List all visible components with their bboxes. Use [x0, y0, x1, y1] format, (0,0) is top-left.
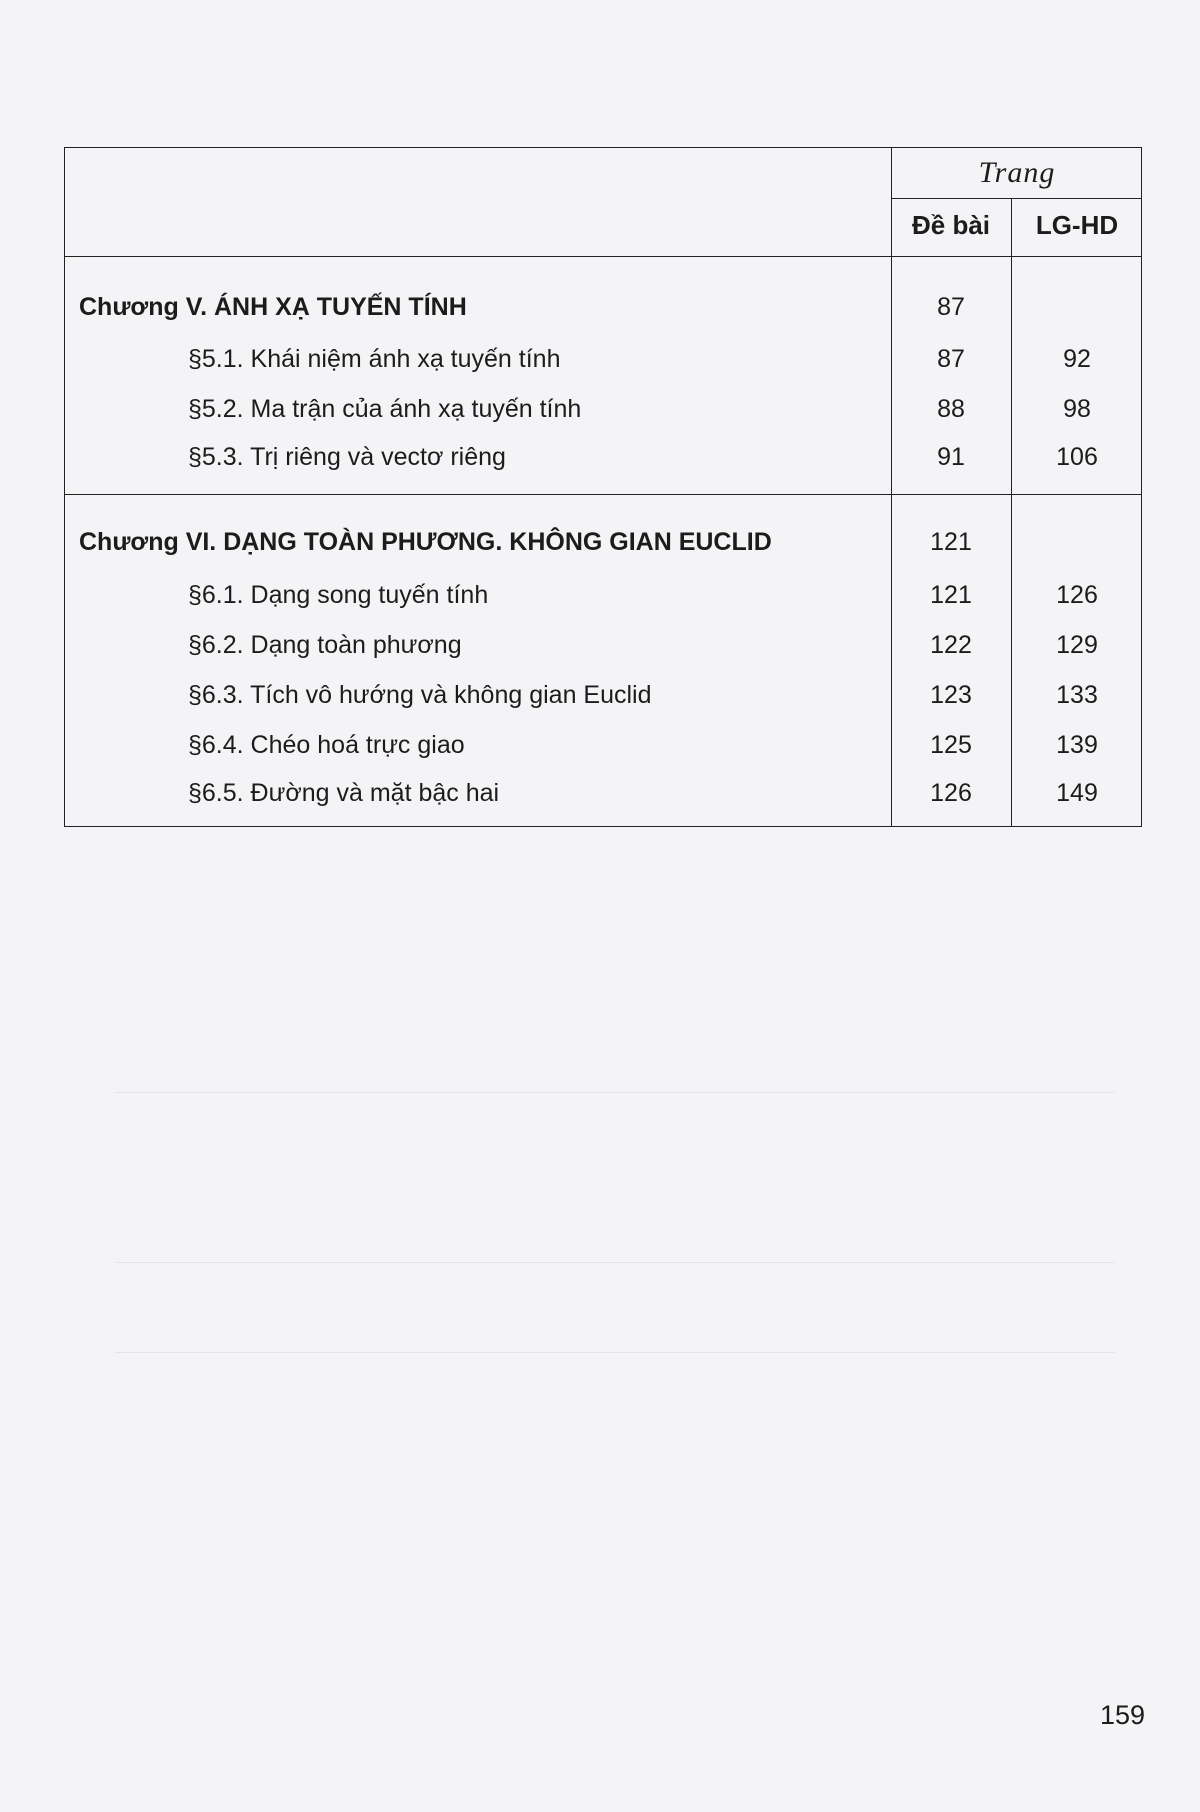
section-title: §5.2. Ma trận của ánh xạ tuyến tính — [188, 395, 582, 423]
section-page-lg-hd: 106 — [1056, 443, 1098, 471]
table-of-contents — [64, 147, 1142, 827]
section-title: §5.3. Trị riêng và vectơ riêng — [188, 443, 506, 471]
chapter-page-de-bai: 87 — [937, 293, 965, 321]
bleed-through-line — [115, 1262, 1115, 1263]
header-trang: Trang — [978, 156, 1056, 189]
section-page-de-bai: 87 — [937, 345, 965, 373]
section-page-lg-hd: 133 — [1056, 681, 1098, 709]
page-number: 159 — [1100, 1700, 1146, 1730]
section-title: §6.4. Chéo hoá trực giao — [188, 731, 465, 759]
header-lg-hd: LG-HD — [1035, 210, 1119, 240]
chapter-title: Chương V. ÁNH XẠ TUYẾN TÍNH — [79, 293, 467, 321]
section-page-de-bai: 91 — [937, 443, 965, 471]
section-page-lg-hd: 139 — [1056, 731, 1098, 759]
column-divider — [891, 148, 892, 826]
section-page-lg-hd: 126 — [1056, 581, 1098, 609]
section-page-de-bai: 121 — [930, 581, 972, 609]
section-title: §6.1. Dạng song tuyến tính — [188, 581, 489, 609]
section-page-de-bai: 126 — [930, 779, 972, 807]
chapter-page-de-bai: 121 — [930, 528, 972, 556]
bleed-through-line — [115, 1092, 1115, 1093]
chapter-divider — [65, 494, 1141, 495]
header-de-bai: Đề bài — [911, 210, 991, 240]
section-page-de-bai: 123 — [930, 681, 972, 709]
section-title: §5.1. Khái niệm ánh xạ tuyến tính — [188, 345, 561, 373]
section-page-de-bai: 88 — [937, 395, 965, 423]
section-title: §6.3. Tích vô hướng và không gian Euclid — [188, 681, 652, 709]
chapter-title: Chương VI. DẠNG TOÀN PHƯƠNG. KHÔNG GIAN EUCLID — [79, 528, 772, 556]
header-divider — [891, 198, 1141, 199]
bleed-through-line — [115, 1352, 1115, 1353]
section-page-lg-hd: 149 — [1056, 779, 1098, 807]
section-title: §6.2. Dạng toàn phương — [188, 631, 462, 659]
section-page-de-bai: 125 — [930, 731, 972, 759]
section-page-lg-hd: 129 — [1056, 631, 1098, 659]
section-page-de-bai: 122 — [930, 631, 972, 659]
section-page-lg-hd: 92 — [1063, 345, 1091, 373]
section-title: §6.5. Đường và mặt bậc hai — [188, 779, 500, 807]
section-page-lg-hd: 98 — [1063, 395, 1091, 423]
header-divider — [65, 256, 1141, 257]
